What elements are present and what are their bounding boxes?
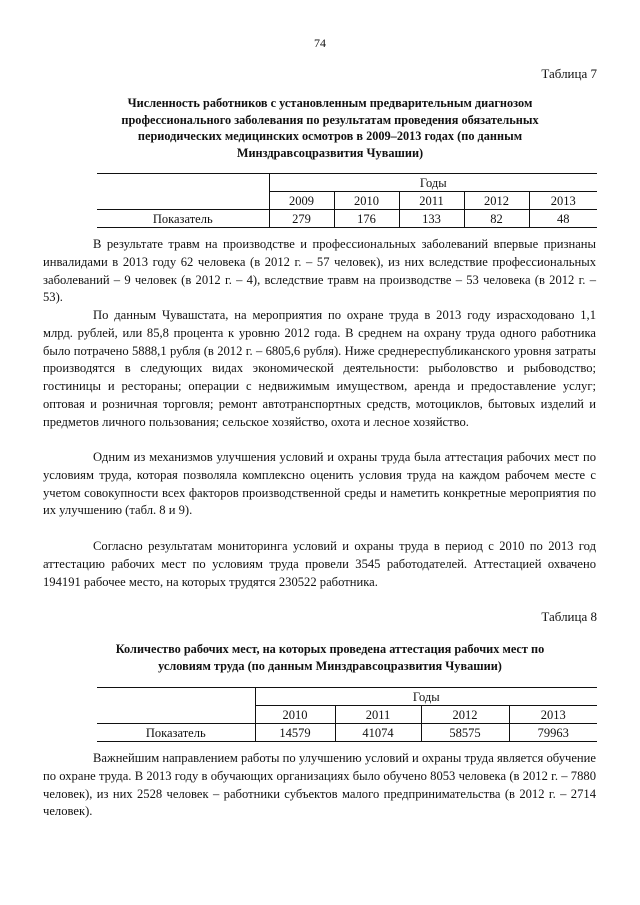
paragraph-disability: В результате травм на производстве и профессиональных заболеваний впервые признаны инвалидами в 2013 году 62 человека (в 2012 г. – 57 человек), из них вследствие профессиональных заболеваний – 9 человек (в 2012 г. – 4), вследствие травм на производстве – 53 человека (в 2012 г. – 53). [43, 237, 596, 305]
paragraph-monitoring: Согласно результатам мониторинга условий и охраны труда в период с 2010 по 2013 год аттестацию рабочих мест по условиям труда провели 3545 работодателей. Аттестацией охвачено 194191 рабочее место, на которых трудятся 230522 работника. [43, 539, 596, 589]
table-8 [97, 687, 597, 742]
table-7-year: 2010 [334, 192, 399, 210]
table-8-row-label: Показатель [97, 724, 255, 742]
table-7-blank-cell [97, 174, 269, 192]
paragraph-spending: По данным Чувашстата, на мероприятия по охране труда в 2013 году израсходовано 1,1 млрд. рублей, или 85,8 процента к уровню 2012 года. В среднем на охрану труда одного работника было потрачено 5888,1 рубля (в 2012 г. – 6805,6 рубля). Ниже среднереспубликанского уровня затраты производятся в следующих видах экономической деятельности: рыболовство и рыбоводство; гостиницы и рестораны; операции с недвижимым имуществом, аренда и предоставление услуг; оптовая и розничная торговля; ремонт автотранспортных средств, мотоциклов, бытовых изделий и предметов личного пользования; сельское хозяйство, охота и лесное хозяйство. [43, 308, 596, 429]
table-8-value: 58575 [421, 724, 509, 742]
table-8-value: 41074 [335, 724, 421, 742]
table-7-value: 82 [464, 210, 529, 228]
table-8-value: 14579 [255, 724, 335, 742]
page-number: 74 [314, 36, 326, 50]
table-7-years-header: Годы [269, 174, 597, 192]
table-7-year: 2011 [399, 192, 464, 210]
table-8-year: 2013 [509, 706, 597, 724]
paragraph-training: Важнейшим направлением работы по улучшению условий и охраны труда является обучение по охране труда. В 2013 году в обучающих организациях было обучено 8053 человека (в 2012 г. – 7880 человек), из них 2528 человек – работники субъектов малого предпринимательства (в 2012 г. – 2714 человек). [43, 751, 596, 819]
table-7-year: 2009 [269, 192, 334, 210]
table-7-year: 2013 [529, 192, 597, 210]
table-row [97, 210, 597, 228]
table-7-blank-cell [97, 192, 269, 210]
table-8-blank-cell [97, 688, 255, 706]
table-8-title: Количество рабочих мест, на которых проведена аттестация рабочих мест по условиям труда (по данным Минздравсоцразвития Чувашии) [115, 642, 545, 673]
table-row [97, 724, 597, 742]
table-8-years-header: Годы [255, 688, 597, 706]
table-8-year: 2011 [335, 706, 421, 724]
table-7-row-label: Показатель [97, 210, 269, 228]
table-8-year: 2012 [421, 706, 509, 724]
paragraph-attestation: Одним из механизмов улучшения условий и охраны труда была аттестация рабочих мест по условиям труда, которая позволяла комплексно оценить условия труда на каждом рабочем месте с учетом совокупности всех факторов производственной среды и наметить конкретные мероприятия по их улучшению (табл. 8 и 9). [43, 450, 596, 518]
table-7-label: Таблица 7 [541, 66, 597, 81]
table-8-label: Таблица 8 [541, 609, 597, 624]
table-7-title: Численность работников с установленным предварительным диагнозом профессионального заболевания по результатам проведения обязательных периодических медицинских осмотров в 2009–2013 годах (по данным Минздравсоцразвития Чувашии) [121, 96, 539, 160]
table-8-value: 79963 [509, 724, 597, 742]
table-7-value: 279 [269, 210, 334, 228]
table-8-blank-cell [97, 706, 255, 724]
table-7-value: 48 [529, 210, 597, 228]
table-8-year: 2010 [255, 706, 335, 724]
table-7 [97, 173, 597, 228]
table-7-value: 176 [334, 210, 399, 228]
table-7-year: 2012 [464, 192, 529, 210]
table-7-value: 133 [399, 210, 464, 228]
